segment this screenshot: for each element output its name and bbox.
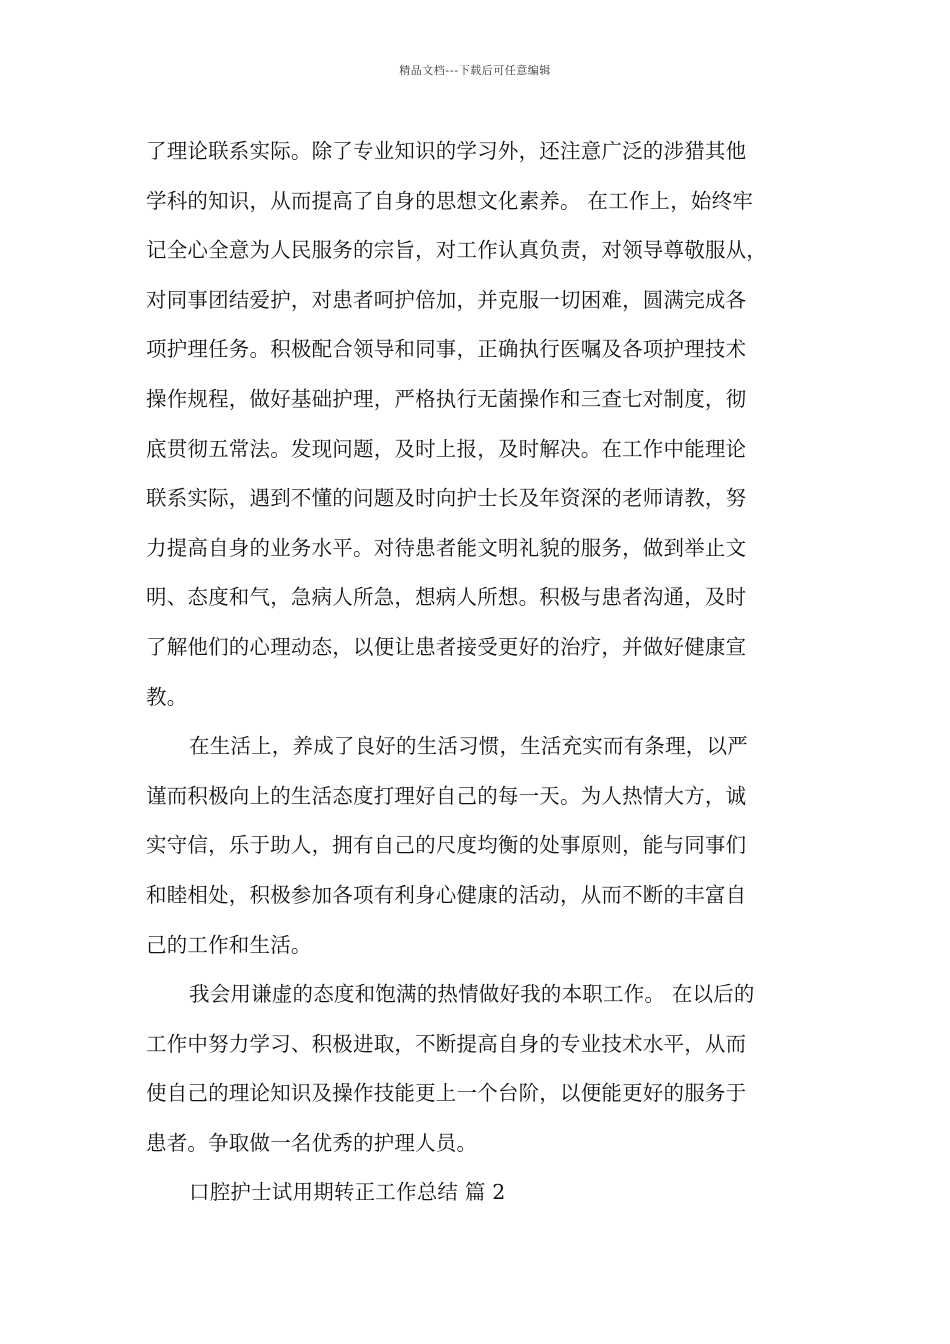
text-line: 项护理任务。积极配合领导和同事，正确执行医嘱及各项护理技术 [146, 337, 747, 362]
text-line: 学科的知识，从而提高了自身的思想文化素养。 在工作上，始终牢 [146, 188, 754, 213]
paragraph-first-line: 在生活上，养成了良好的生活习惯，生活充实而有条理，以严 [189, 734, 748, 759]
text-line: 了理论联系实际。除了专业知识的学习外，还注意广泛的涉猎其他 [146, 139, 747, 163]
text-line: 谨而积极向上的生活态度打理好自己的每一天。为人热情大方，诚 [146, 783, 747, 808]
text-line: 联系实际，遇到不懂的问题及时向护士长及年资深的老师请教，努 [146, 486, 747, 511]
paragraph-first-line: 我会用谦虚的态度和饱满的热情做好我的本职工作。 在以后的 [189, 982, 755, 1007]
text-line: 己的工作和生活。 [146, 932, 312, 957]
document-body [146, 127, 826, 1218]
text-line: 实守信，乐于助人，拥有自己的尺度均衡的处事原则，能与同事们 [146, 833, 747, 858]
text-line: 了解他们的心理动态，以便让患者接受更好的治疗，并做好健康宣 [146, 634, 747, 659]
text-line: 使自己的理论知识及操作技能更上一个台阶，以便能更好的服务于 [146, 1081, 747, 1106]
page-header: 精品文档---下载后可任意编辑 [399, 64, 551, 77]
text-line: 教。 [146, 684, 188, 709]
text-line: 患者。争取做一名优秀的护理人员。 [146, 1130, 478, 1155]
text-line: 力提高自身的业务水平。对待患者能文明礼貌的服务，做到举止文 [146, 535, 747, 560]
text-line: 对同事团结爱护，对患者呵护倍加，并克服一切困难，圆满完成各 [146, 287, 747, 312]
text-line: 工作中努力学习、积极进取，不断提高自身的专业技术水平，从而 [146, 1031, 747, 1056]
text-line: 底贯彻五常法。发现问题，及时上报，及时解决。在工作中能理论 [146, 436, 747, 461]
section-heading: 口腔护士试用期转正工作总结 篇 2 [189, 1180, 506, 1205]
text-line: 操作规程，做好基础护理，严格执行无菌操作和三查七对制度，彻 [146, 386, 747, 411]
text-line: 和睦相处，积极参加各项有利身心健康的活动，从而不断的丰富自 [146, 882, 747, 907]
text-line: 记全心全意为人民服务的宗旨，对工作认真负责，对领导尊敬服从， [146, 238, 767, 263]
text-line: 明、态度和气，急病人所急，想病人所想。积极与患者沟通，及时 [146, 585, 747, 610]
